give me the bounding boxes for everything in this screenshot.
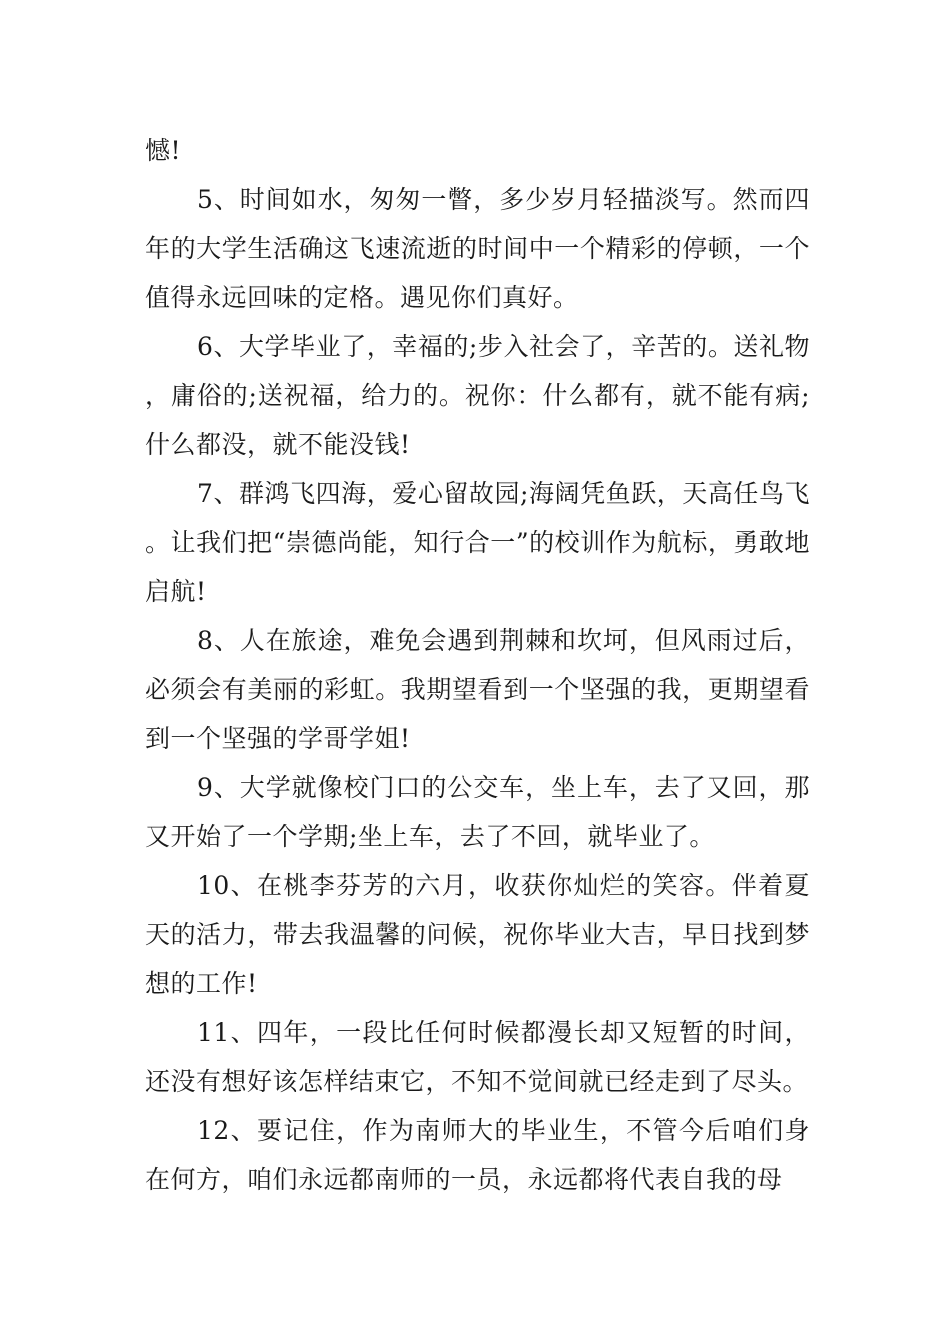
document-body (145, 126, 810, 1204)
paragraph-item-5: 5、时间如水，匆匆一瞥，多少岁月轻描淡写。然而四年的大学生活确这飞速流逝的时间中一个精彩的停顿，一个值得永远回味的定格。遇见你们真好。 (145, 185, 810, 312)
paragraph-item-10: 10、在桃李芬芳的六月，收获你灿烂的笑容。伴着夏天的活力，带去我温馨的问候，祝你毕业大吉，早日找到梦想的工作! (145, 871, 810, 998)
paragraph-item-11: 11、四年，一段比任何时候都漫长却又短暂的时间，还没有想好该怎样结束它，不知不觉间就已经走到了尽头。 (145, 1018, 810, 1096)
paragraph-item-7: 7、群鸿飞四海，爱心留故园;海阔凭鱼跃，天高任鸟飞。让我们把“崇德尚能，知行合一”的校训作为航标，勇敢地启航! (145, 479, 810, 606)
paragraph-item-9: 9、大学就像校门口的公交车，坐上车，去了又回，那又开始了一个学期;坐上车，去了不回，就毕业了。 (145, 773, 810, 851)
paragraph-continuation: 憾! (145, 136, 182, 165)
paragraph-item-12: 12、要记住，作为南师大的毕业生，不管今后咱们身在何方，咱们永远都南师的一员，永远都将代表自我的母 (145, 1116, 810, 1194)
paragraph-item-6: 6、大学毕业了，幸福的;步入社会了，辛苦的。送礼物，庸俗的;送祝福，给力的。祝你：什么都有，就不能有病;什么都没，就不能没钱! (145, 332, 810, 459)
paragraph-item-8: 8、人在旅途，难免会遇到荆棘和坎坷，但风雨过后，必须会有美丽的彩虹。我期望看到一个坚强的我，更期望看到一个坚强的学哥学姐! (145, 626, 810, 753)
